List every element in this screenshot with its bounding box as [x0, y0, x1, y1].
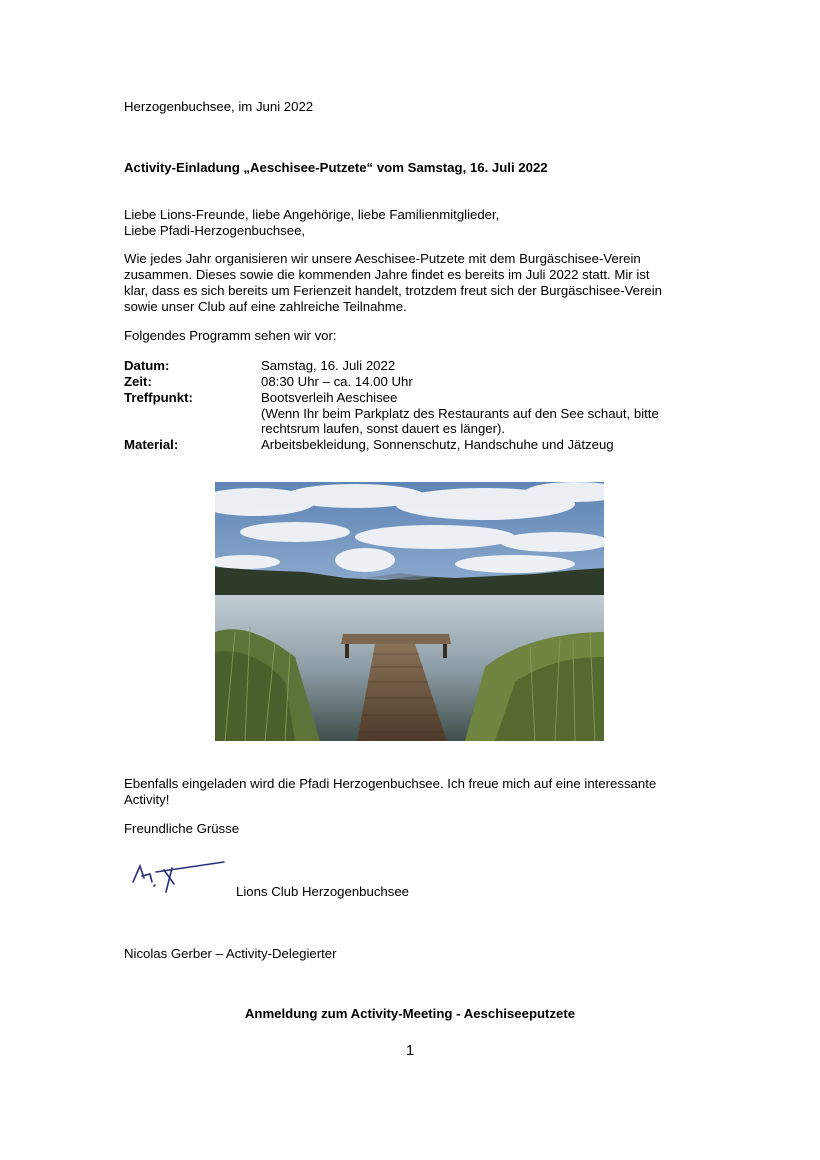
intro-line: zusammen. Dieses sowie die kommenden Jahre findet es bereits im Juli 2022 statt. Mir ist — [124, 267, 650, 282]
greeting — [124, 207, 499, 239]
club-name: Lions Club Herzogenbuchsee — [236, 884, 410, 899]
date-value: Samstag, 16. Juli 2022 — [261, 358, 396, 373]
page-number: 1 — [405, 1042, 415, 1059]
greeting-line: Liebe Lions-Freunde, liebe Angehörige, liebe Familienmitglieder, — [124, 207, 500, 222]
closing-line: Activity! — [124, 792, 170, 807]
meeting-point-note: (Wenn Ihr beim Parkplatz des Restaurants auf den See schaut, bitte — [261, 406, 659, 421]
meeting-point-label: Treffpunkt: — [124, 390, 193, 405]
greeting-line: Liebe Pfadi-Herzogenbuchsee, — [124, 223, 306, 238]
intro-line: Wie jedes Jahr organisieren wir unsere Aeschisee-Putzete mit dem Burgäschisee-Verein — [124, 251, 641, 266]
regards: Freundliche Grüsse — [124, 821, 240, 836]
signer: Nicolas Gerber – Activity-Delegierter — [124, 946, 337, 961]
registration-heading: Anmeldung zum Activity-Meeting - Aeschiseeputzete — [244, 1006, 576, 1021]
time-label: Zeit: — [124, 374, 152, 389]
invitation-title: Activity-Einladung „Aeschisee-Putzete“ vom Samstag, 16. Juli 2022 — [124, 160, 548, 175]
meeting-point-value: Bootsverleih Aeschisee — [261, 390, 398, 405]
intro-paragraph — [124, 251, 662, 315]
time-value: 08:30 Uhr – ca. 14.00 Uhr — [261, 374, 413, 389]
program-intro: Folgendes Programm sehen wir vor: — [124, 328, 337, 343]
intro-line: klar, dass es sich bereits um Ferienzeit handelt, trotzdem freut sich der Burgäschisee-Verein — [124, 283, 663, 298]
meeting-point-note: rechtsrum laufen, sonst dauert es länger). — [261, 421, 506, 436]
closing-paragraph — [124, 776, 656, 808]
place-date: Herzogenbuchsee, im Juni 2022 — [124, 99, 314, 114]
intro-line: sowie unser Club auf eine zahlreiche Teilnahme. — [124, 299, 407, 314]
material-label: Material: — [124, 437, 179, 452]
handwritten-signature — [128, 856, 232, 898]
date-label: Datum: — [124, 358, 170, 373]
closing-line: Ebenfalls eingeladen wird die Pfadi Herzogenbuchsee. Ich freue mich auf eine interessante — [124, 776, 657, 791]
material-value: Arbeitsbekleidung, Sonnenschutz, Handschuhe und Jätzeug — [261, 437, 614, 452]
lake-pier-photo — [215, 482, 604, 741]
